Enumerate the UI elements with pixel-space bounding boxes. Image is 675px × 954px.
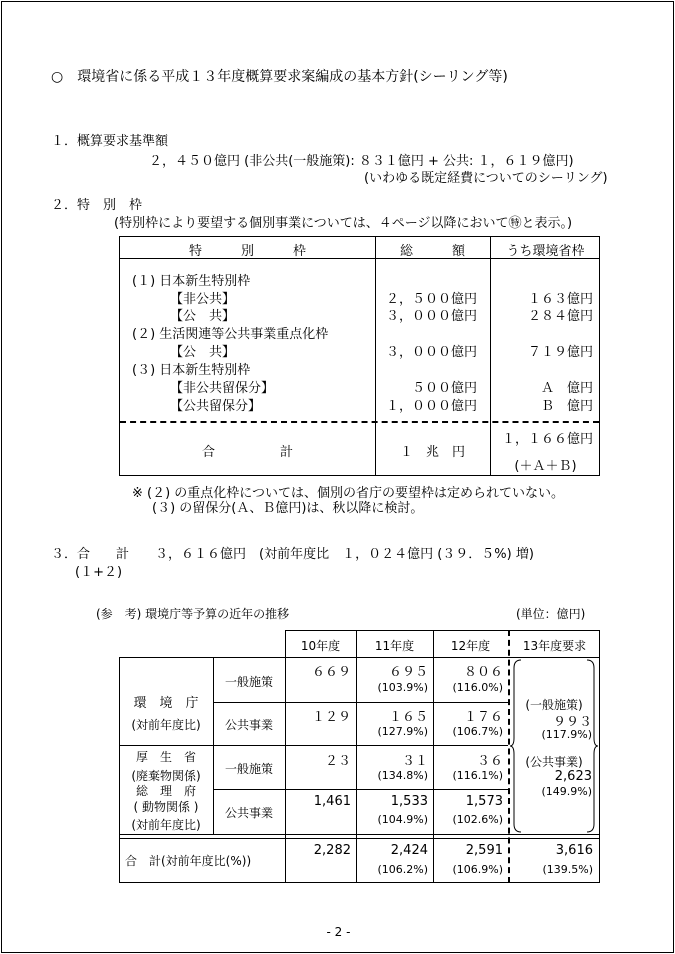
reference-unit: (単位：億円) [516, 607, 586, 621]
table1-row-env: １６３億円 [527, 292, 593, 307]
section1-line1: ２，４５０億円 (非公共(一般施策): ８３１億円 + 公共: １，６１９億円) [149, 154, 574, 169]
table1-row-label: 【公共留保分】 [170, 399, 262, 414]
sub-general: 一般施策 [224, 675, 273, 689]
table1-row-label: 【非公共】 [170, 292, 236, 307]
total-fy13: 3,616 [555, 843, 593, 858]
table1-sum-label: 合 計 [201, 445, 293, 460]
section3-line2: (１+２) [75, 565, 123, 580]
group-pmo-sub: ( 動物関係 ) [133, 800, 199, 814]
reference-title: (参 考) 環境庁等予算の近年の推移 [96, 607, 290, 621]
special-frame-table [119, 236, 600, 476]
table1-row-env: Ｂ 億円 [540, 399, 593, 414]
cell-fy11-ratio: (134.8%) [377, 769, 428, 782]
page-title: ○ 環境省に係る平成１３年度概算要求案編成の基本方針(シーリング等) [51, 69, 508, 85]
req-public-label: (公共事業) [525, 755, 583, 769]
cell-fy12-ratio: (106.7%) [452, 725, 503, 738]
table1-row-env: Ａ 億円 [540, 381, 593, 396]
left-brace-icon [509, 658, 523, 834]
table1-row-label: 【公 共】 [170, 345, 236, 360]
section3-line1: ３．合 計 ３，６１６億円 (対前年度比 １，０２４億円 (３９．５%) 増) [51, 547, 534, 562]
total-fy12-ratio: (106.9%) [452, 863, 503, 876]
section1-heading: １．概算要求基準額 [51, 134, 169, 149]
sub-public: 公共事業 [224, 718, 273, 732]
table1-footnote-1: ※ (２) の重点化枠については、個別の省庁の要望枠は定められていない。 [132, 486, 565, 501]
table1-row-total: ２，５００億円 [385, 292, 477, 307]
col-header-fy12: 12年度 [450, 639, 491, 653]
table1-header-total: 総 額 [399, 244, 465, 259]
total-fy11-ratio: (106.2%) [377, 863, 428, 876]
table1-row-label: (３) 日本新生特別枠 [132, 363, 251, 378]
cell-fy11: １６５ [388, 710, 428, 725]
table1-row-env: ２８４億円 [527, 309, 593, 324]
group2-ratio: (対前年度比) [131, 818, 201, 832]
section2-heading: ２．特 別 枠 [51, 198, 143, 213]
total-fy11: 2,424 [390, 843, 428, 858]
cell-fy10: 1,461 [313, 794, 351, 809]
cell-fy12: 1,573 [465, 794, 503, 809]
section1-line2: (いわゆる既定経費についてのシーリング) [364, 171, 608, 186]
col-header-fy10: 10年度 [300, 639, 341, 653]
total-fy13-ratio: (139.5%) [542, 863, 593, 876]
document-page [1, 1, 674, 953]
cell-fy11-ratio: (103.9%) [377, 681, 428, 694]
section2-note: (特別枠により要望する個別事業については、４ページ以降において㊕と表示。) [114, 216, 573, 231]
col-header-fy13: 13年度要求 [522, 639, 587, 653]
group-env-agency-ratio: (対前年度比) [131, 718, 201, 732]
cell-fy10: ２３ [324, 754, 351, 769]
table1-row-label: 【非公共留保分】 [170, 381, 275, 396]
table1-row-total: ３，０００億円 [385, 309, 477, 324]
total-fy10: 2,282 [313, 843, 351, 858]
table1-sum-env: １，１６６億円 [501, 432, 593, 447]
group-pmo: 総 理 府 [135, 784, 196, 798]
table1-row-env: ７１９億円 [527, 345, 593, 360]
total-fy12: 2,591 [465, 843, 503, 858]
table1-header-env: うち環境省枠 [506, 244, 585, 259]
cell-fy11: ６９５ [388, 665, 428, 680]
table1-row-label: 【公 共】 [170, 309, 236, 324]
group-mhw-sub: (廃棄物関係) [131, 769, 201, 783]
group-env-agency: 環 境 庁 [133, 696, 199, 711]
table1-sum-env-extra: (＋Ａ＋Ｂ) [514, 459, 577, 474]
table1-row-label: (１) 日本新生特別枠 [132, 274, 251, 289]
table1-row-total: ３，０００億円 [385, 345, 477, 360]
group-mhw: 厚 生 省 [135, 750, 196, 764]
req-public-ratio: (149.9%) [541, 785, 592, 798]
right-brace-icon [585, 658, 599, 834]
table1-sum-total: １ 兆 円 [399, 445, 465, 460]
req-general-label: (一般施策) [525, 698, 583, 712]
cell-fy11-ratio: (127.9%) [377, 725, 428, 738]
cell-fy12-ratio: (116.1%) [452, 769, 503, 782]
cell-fy10: ６６９ [311, 665, 351, 680]
req-general-value: ９９３ [552, 715, 592, 730]
cell-fy11-ratio: (104.9%) [377, 813, 428, 826]
cell-fy11: ３１ [401, 754, 428, 769]
sub-general: 一般施策 [224, 762, 273, 776]
total-label: 合 計(対前年度比(%)) [125, 854, 252, 868]
table1-header-frame: 特 別 枠 [188, 244, 306, 259]
cell-fy10: １２９ [311, 710, 351, 725]
col-header-fy11: 11年度 [374, 639, 415, 653]
table1-row-label: (２) 生活関連等公共事業重点化枠 [132, 327, 329, 342]
req-general-ratio: (117.9%) [541, 728, 592, 741]
cell-fy12: １７６ [463, 710, 503, 725]
table1-footnote-2: (３) の留保分(Ａ、Ｂ億円)は、秋以降に検討。 [152, 501, 424, 516]
cell-fy12: ３６ [476, 754, 503, 769]
cell-fy12: ８０６ [463, 665, 503, 680]
req-public-value: 2,623 [554, 769, 592, 784]
cell-fy11: 1,533 [390, 794, 428, 809]
sub-public: 公共事業 [224, 806, 273, 820]
budget-trend-table [119, 630, 600, 883]
page-number: - 2 - [326, 925, 351, 939]
table1-row-total: ５００億円 [411, 381, 477, 396]
cell-fy12-ratio: (102.6%) [452, 813, 503, 826]
cell-fy12-ratio: (116.0%) [452, 681, 503, 694]
table1-row-total: １，０００億円 [385, 399, 477, 414]
